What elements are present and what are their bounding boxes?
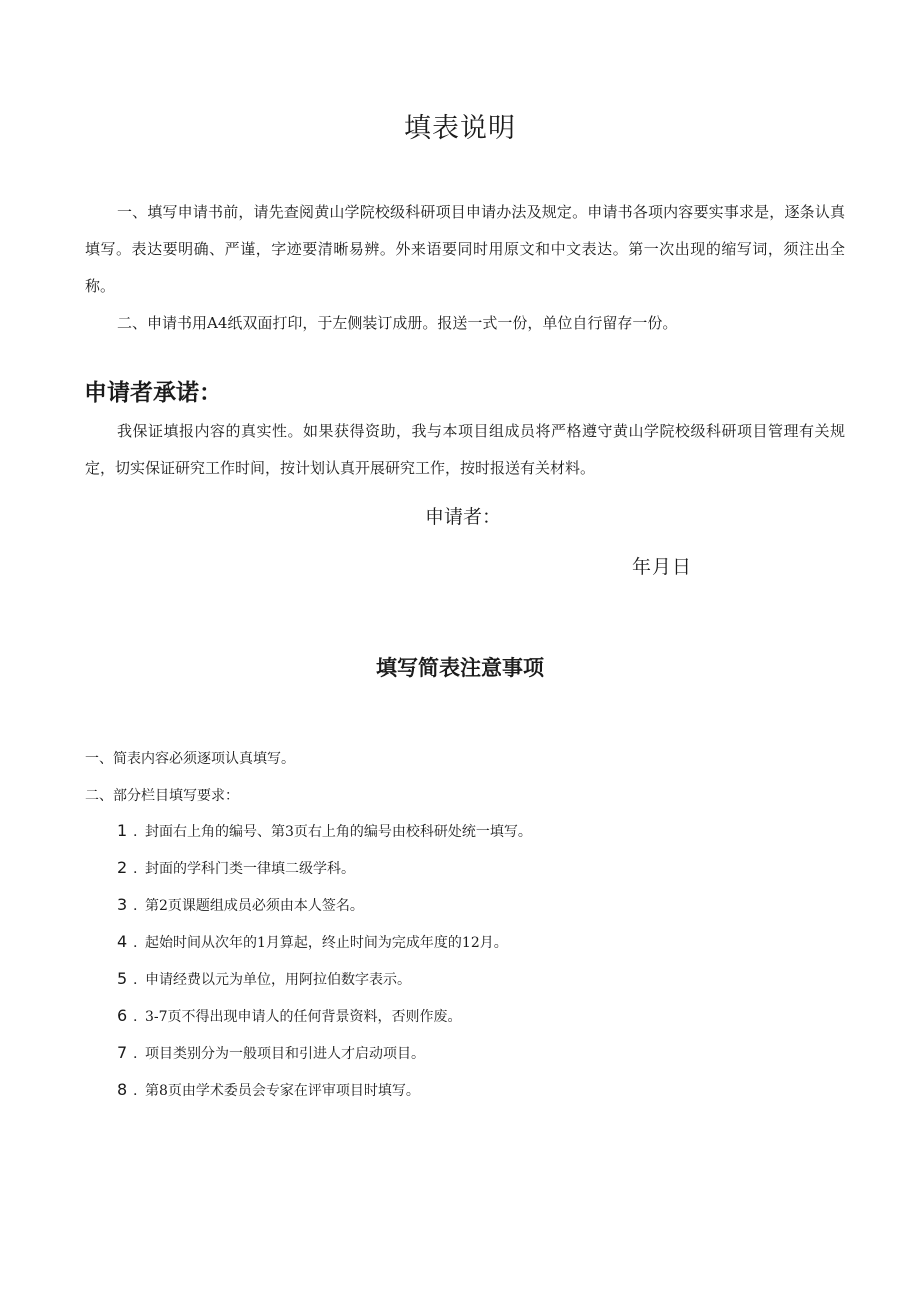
list-item-text: 项目类别分为一般项目和引进人才启动项目。	[145, 1046, 425, 1062]
instructions-title: 填表说明	[404, 113, 516, 144]
list-item: 3 . 第2页课题组成员必须由本人签名。	[117, 895, 364, 914]
instructions-paragraph-1: 一、填写申请书前，请先查阅黄山学院校级科研项目申请办法及规定。申请书各项内容要实事求是，逐条认真填写。表达要明确、严谨，字迹要清晰易辨。外来语要同时用原文和中文表达。第一次出现的缩写词，须注出全称。	[85, 203, 845, 295]
list-item: 2 . 封面的学科门类一律填二级学科。	[117, 858, 355, 877]
notes-requirements-list	[117, 820, 532, 1116]
list-item-text: 第2页课题组成员必须由本人签名。	[145, 898, 364, 914]
notes-line-1: 一、简表内容必须逐项认真填写。	[85, 751, 295, 767]
list-item-number: 3	[117, 895, 128, 914]
list-item-text: 第8页由学术委员会专家在评审项目时填写。	[145, 1083, 420, 1099]
list-item: 5 . 申请经费以元为单位，用阿拉伯数字表示。	[117, 969, 411, 988]
list-item-number: 2	[117, 858, 128, 877]
date-label: 年月日	[632, 556, 693, 578]
list-item-number: 6	[117, 1006, 128, 1025]
applicant-signature-label: 申请者：	[425, 506, 502, 528]
list-item-number: 1	[117, 821, 128, 840]
commitment-text: 我保证填报内容的真实性。如果获得资助，我与本项目组成员将严格遵守黄山学院校级科研项目管理有关规定，切实保证研究工作时间，按计划认真开展研究工作，按时报送有关材料。	[85, 422, 845, 477]
instructions-paragraph-2: 二、申请书用A4纸双面打印，于左侧装订成册。报送一式一份，单位自行留存一份。	[117, 314, 678, 332]
commitment-heading: 申请者承诺：	[84, 380, 222, 406]
list-item: 6 . 3-7页不得出现申请人的任何背景资料，否则作废。	[117, 1006, 462, 1025]
list-item-number: 8	[117, 1080, 128, 1099]
notes-line-2: 二、部分栏目填写要求：	[85, 788, 239, 804]
list-item-text: 封面右上角的编号、第3页右上角的编号由校科研处统一填写。	[145, 824, 532, 840]
list-item-text: 起始时间从次年的1月算起，终止时间为完成年度的12月。	[145, 935, 508, 951]
list-item-number: 7	[117, 1043, 128, 1062]
list-item: 4 . 起始时间从次年的1月算起，终止时间为完成年度的12月。	[117, 932, 508, 951]
list-item-text: 封面的学科门类一律填二级学科。	[145, 861, 355, 877]
list-item-number: 5	[117, 969, 128, 988]
list-item: 8 . 第8页由学术委员会专家在评审项目时填写。	[117, 1080, 420, 1099]
list-item-number: 4	[117, 932, 128, 951]
list-item-text: 3-7页不得出现申请人的任何背景资料，否则作废。	[145, 1009, 462, 1025]
notes-title: 填写简表注意事项	[376, 656, 544, 680]
list-item: 7 . 项目类别分为一般项目和引进人才启动项目。	[117, 1043, 425, 1062]
list-item: 1 . 封面右上角的编号、第3页右上角的编号由校科研处统一填写。	[117, 821, 532, 840]
list-item-text: 申请经费以元为单位，用阿拉伯数字表示。	[145, 972, 411, 988]
